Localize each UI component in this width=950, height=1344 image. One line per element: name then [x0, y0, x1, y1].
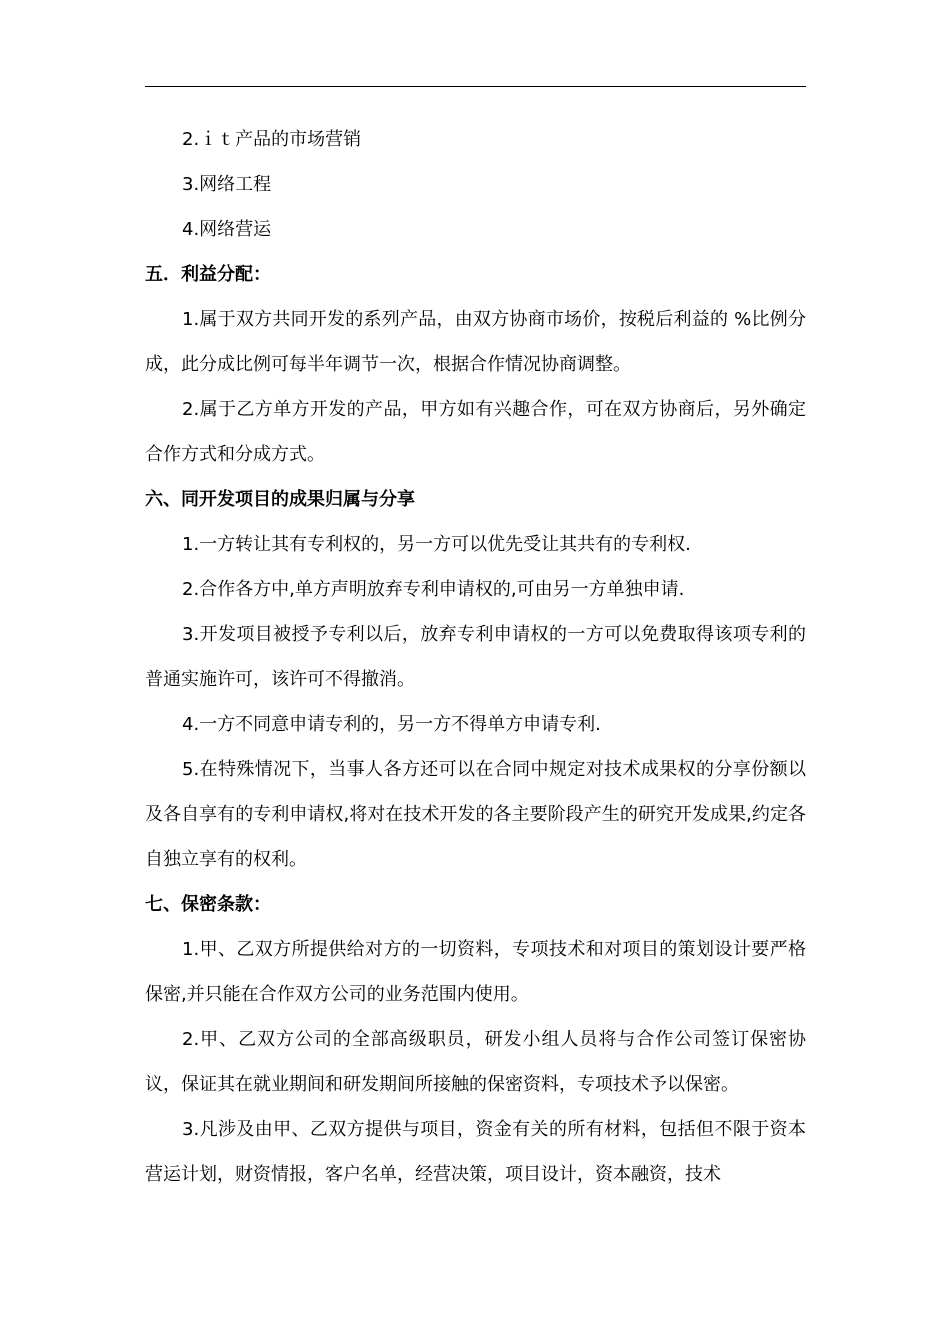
paragraph-confidentiality-2: 2.甲、乙双方公司的全部高级职员，研发小组人员将与合作公司签订保密协议，保证其在就业期间和研发期间所接触的保密资料，专项技术予以保密。: [145, 1029, 806, 1095]
section-heading-confidentiality: 七、保密条款：: [145, 894, 271, 915]
header-rule: [145, 86, 806, 87]
paragraph-confidentiality-3: 3.凡涉及由甲、乙双方提供与项目，资金有关的所有材料，包括但不限于资本营运计划，财资情报，客户名单，经营决策，项目设计，资本融资，技术: [145, 1119, 806, 1185]
list-item-network-operation: 4.网络营运: [182, 219, 272, 240]
paragraph-confidentiality-1: 1.甲、乙双方所提供给对方的一切资料，专项技术和对项目的策划设计要严格保密,并只能在合作双方公司的业务范围内使用。: [145, 939, 806, 1005]
list-item-it-marketing: 2.ｉｔ产品的市场营销: [182, 129, 362, 150]
paragraph-ownership-4: 4.一方不同意申请专利的，另一方不得单方申请专利.: [182, 714, 601, 735]
paragraph-ownership-2: 2.合作各方中,单方声明放弃专利申请权的,可由另一方单独申请.: [182, 579, 685, 600]
paragraph-ownership-1: 1.一方转让其有专利权的，另一方可以优先受让其共有的专利权.: [182, 534, 691, 555]
paragraph-ownership-5: 5.在特殊情况下，当事人各方还可以在合同中规定对技术成果权的分享份额以及各自享有的专利申请权,将对在技术开发的各主要阶段产生的研究开发成果,约定各自独立享有的权利。: [145, 759, 806, 870]
section-heading-profit-distribution: 五．利益分配：: [145, 264, 271, 285]
document-body: [145, 117, 806, 1197]
section-heading-results-ownership: 六、同开发项目的成果归属与分享: [145, 489, 415, 510]
paragraph-profit-1: 1.属于双方共同开发的系列产品，由双方协商市场价，按税后利益的 %比例分成，此分成比例可每半年调节一次，根据合作情况协商调整。: [145, 309, 806, 375]
list-item-network-engineering: 3.网络工程: [182, 174, 272, 195]
paragraph-ownership-3: 3.开发项目被授予专利以后，放弃专利申请权的一方可以免费取得该项专利的普通实施许可，该许可不得撤消。: [145, 624, 806, 690]
paragraph-profit-2: 2.属于乙方单方开发的产品，甲方如有兴趣合作，可在双方协商后，另外确定合作方式和分成方式。: [145, 399, 806, 465]
